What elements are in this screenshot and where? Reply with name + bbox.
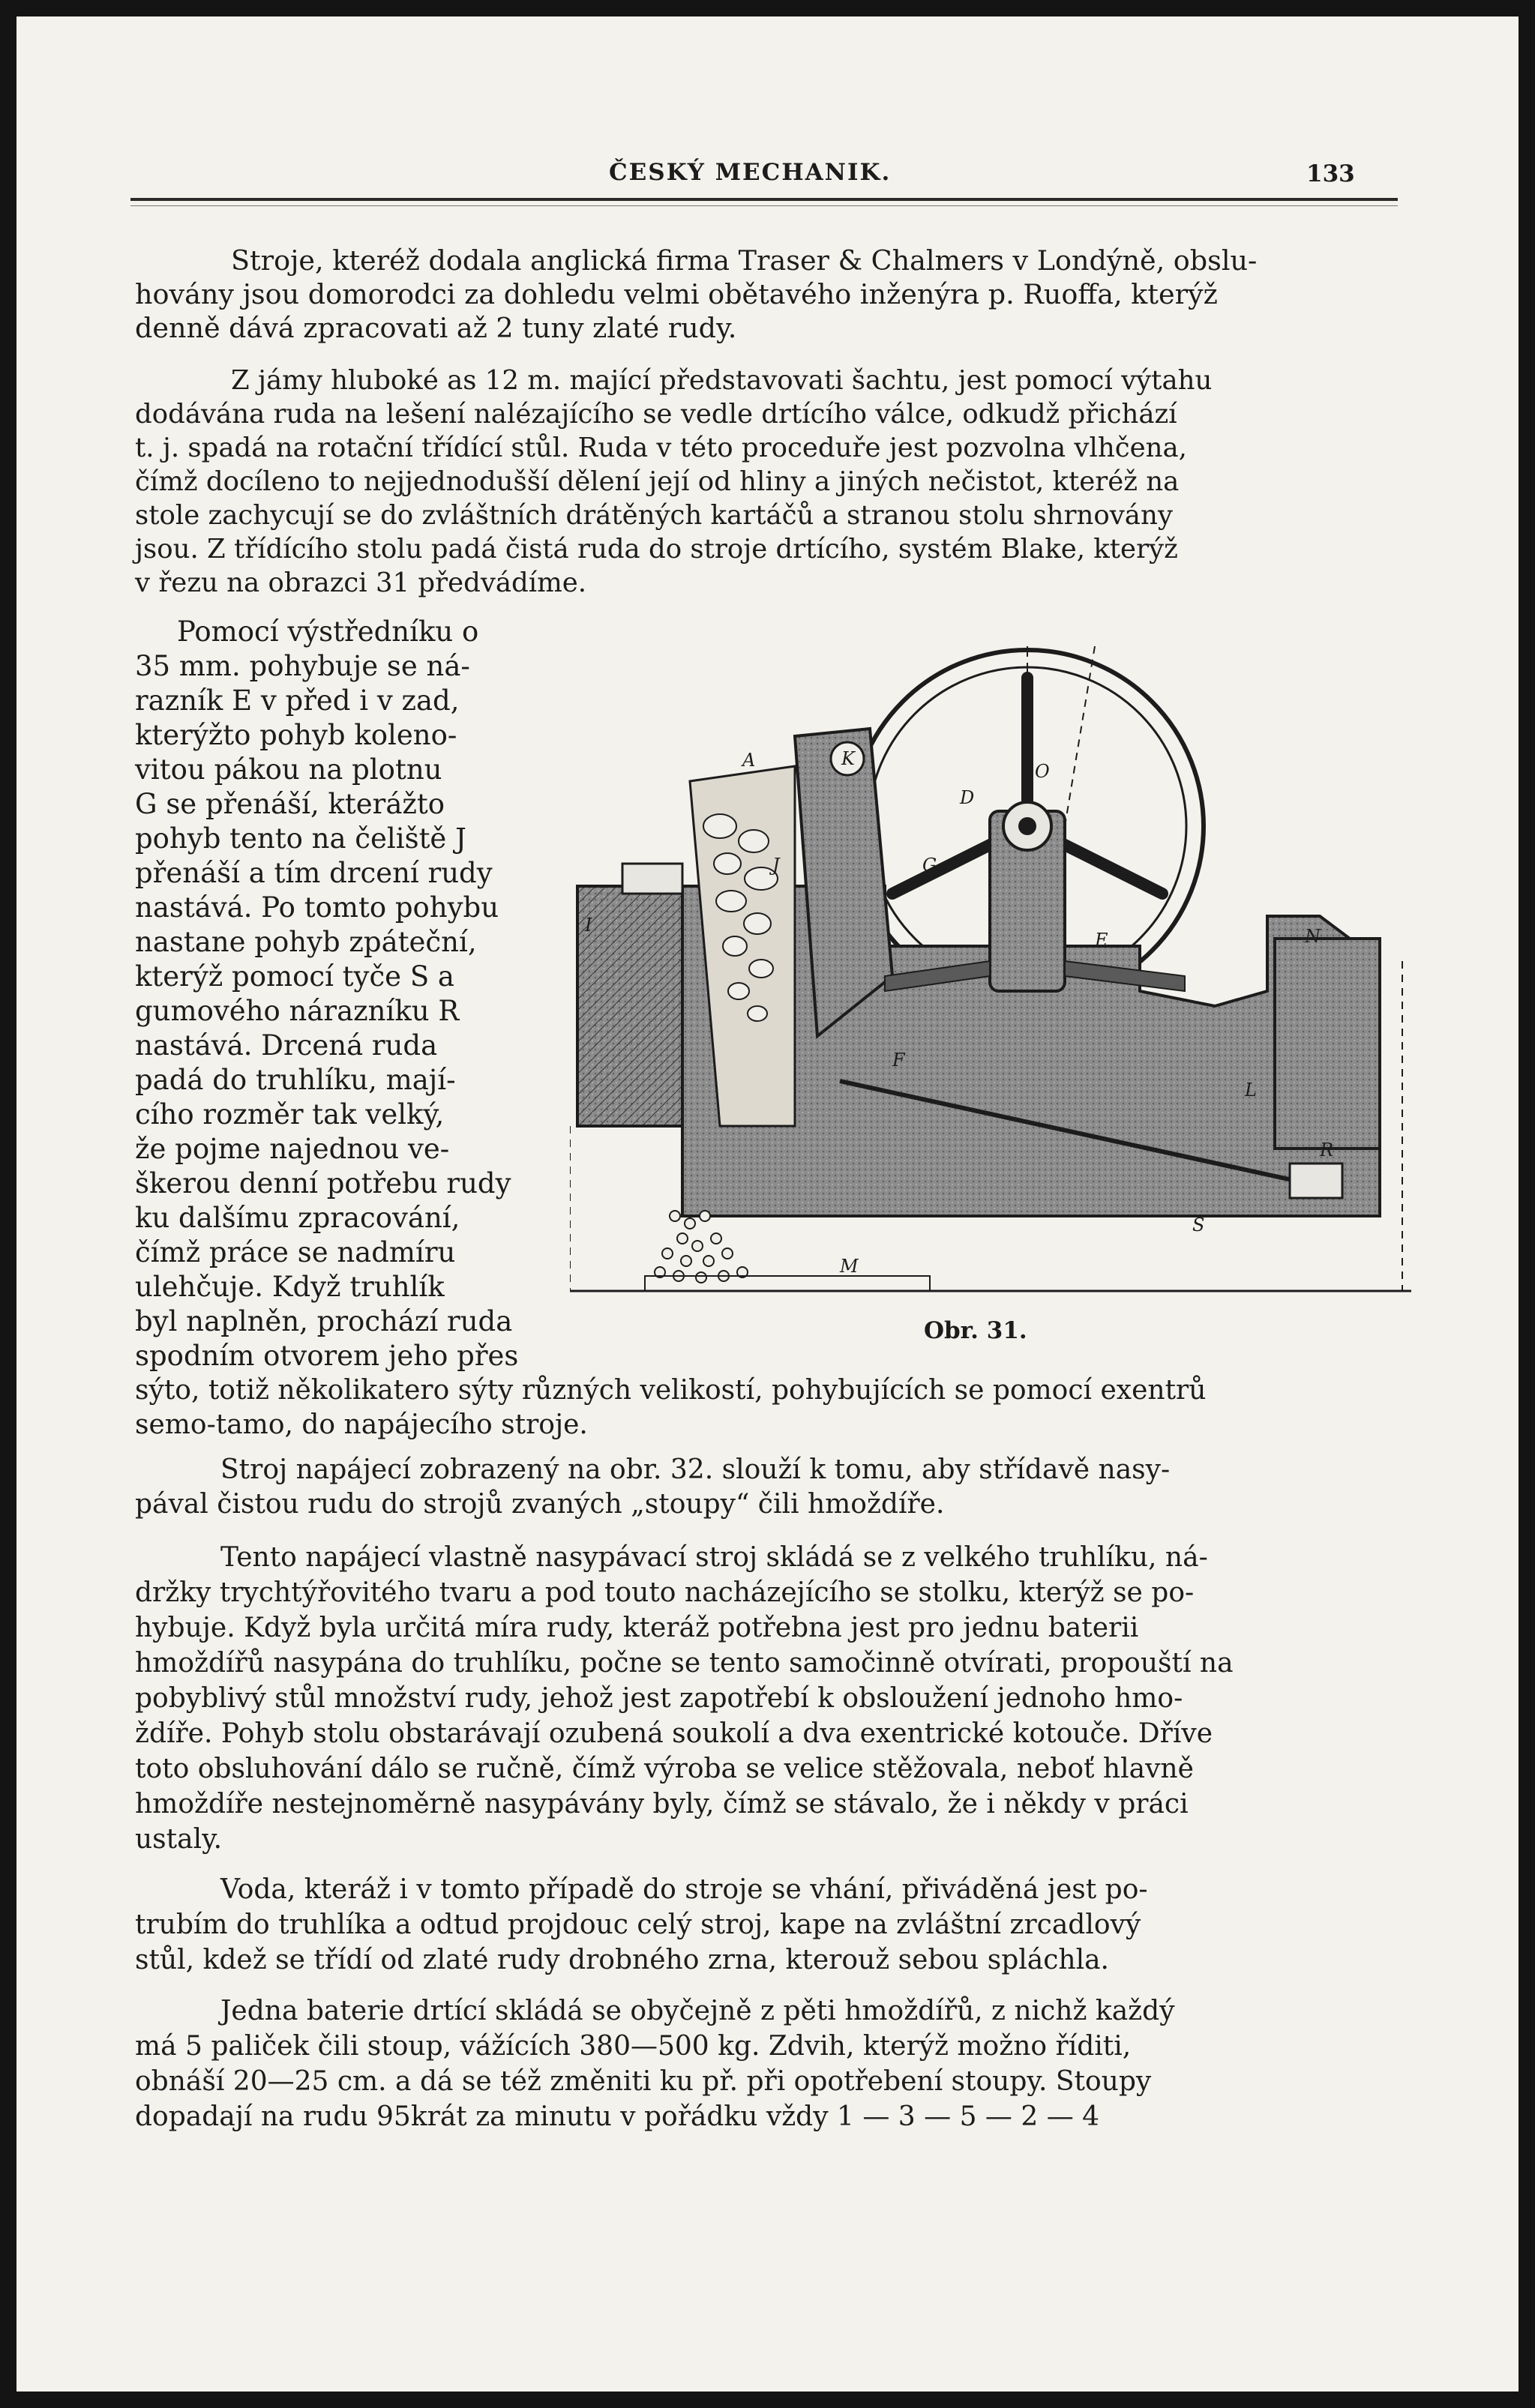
text-line: t. j. spadá na rotační třídící stůl. Ruda v této proceduře jest pozvolna vlhčena, — [135, 433, 1187, 463]
text-line: jsou. Z třídícího stolu padá čistá ruda do stroje drtícího, systém Blake, kterýž — [135, 534, 1178, 565]
label-f: F — [892, 1050, 905, 1071]
text-line: padá do truhlíku, mají- — [135, 1064, 456, 1096]
text-line: ždíře. Pohyb stolu obstarávají ozubená soukolí a dva exentrické kotouče. Dříve — [135, 1718, 1213, 1749]
text-line: že pojme najednou ve- — [135, 1133, 450, 1165]
text-line: vitou pákou na plotnu — [135, 753, 442, 786]
text-line: nastane pohyb zpáteční, — [135, 926, 477, 958]
text-line: nastává. Drcená ruda — [135, 1029, 438, 1062]
text-line: pával čistou rudu do strojů zvaných „stoupy“ čili hmoždíře. — [135, 1489, 945, 1520]
wedge-block — [1275, 939, 1380, 1149]
figure-caption: Obr. 31. — [924, 1317, 1027, 1344]
text-line: gumového nárazníku R — [135, 995, 460, 1027]
text-line: sýto, totiž několikatero sýty různých velikostí, pohybujících se pomocí exentrů — [135, 1375, 1207, 1406]
text-line: pobyblivý stůl množství rudy, jehož jest zapotřebí k obsloužení jednoho hmo- — [135, 1683, 1183, 1714]
text-line: denně dává zpracovati až 2 tuny zlaté rudy. — [135, 312, 737, 344]
text-line: hovány jsou domorodci za dohledu velmi obětavého inženýra p. Ruoffa, kterýž — [135, 278, 1218, 310]
running-header-title: ČESKÝ MECHANIK. — [609, 159, 892, 186]
text-line: ku dalšímu zpracování, — [135, 1202, 460, 1234]
text-line: Tento napájecí vlastně nasypávací stroj skládá se z velkého truhlíku, ná- — [220, 1542, 1208, 1573]
document-page — [16, 16, 1519, 2392]
text-line: razník E v před i v zad, — [135, 684, 460, 717]
text-line: semo-tamo, do napájecího stroje. — [135, 1409, 588, 1440]
rubber-buffer — [1290, 1164, 1342, 1198]
label-r: R — [1320, 1140, 1334, 1161]
label-l: L — [1245, 1080, 1257, 1101]
label-j: J — [772, 855, 780, 876]
label-o: O — [1035, 761, 1050, 782]
text-line: kterýž pomocí tyče S a — [135, 960, 454, 993]
text-line: dopadají na rudu 95krát za minutu v pořádku vždy 1 — 3 — 5 — 2 — 4 — [135, 2101, 1100, 2132]
page-number: 133 — [1306, 160, 1355, 187]
label-a: A — [742, 750, 756, 771]
label-d: D — [960, 787, 975, 808]
crusher-frame — [577, 886, 1380, 1216]
text-line: čímž docíleno to nejjednodušší dělení její od hliny a jiných nečistot, kteréž na — [135, 466, 1180, 497]
text-line: nastává. Po tomto pohybu — [135, 891, 499, 924]
crusher-figure — [570, 646, 1411, 1313]
crusher-drawing — [570, 646, 1411, 1313]
text-line: Stroje, kteréž dodala anglická firma Traser & Chalmers v Londýně, obslu- — [231, 244, 1258, 277]
label-i: I — [585, 915, 592, 936]
text-line: stůl, kdež se třídí od zlaté rudy drobného zrna, kterouž sebou spláchla. — [135, 1945, 1109, 1975]
label-k: K — [841, 748, 855, 769]
text-line: čímž práce se nadmíru — [135, 1236, 456, 1268]
text-line: G se přenáší, kterážto — [135, 788, 445, 820]
text-line: pohyb tento na čeliště J — [135, 822, 466, 855]
text-line: dodávána ruda na lešení nalézajícího se vedle drtícího válce, odkudž přichází — [135, 399, 1177, 430]
text-line: hmoždířů nasypána do truhlíku, počne se tento samočinně otvírati, propouští na — [135, 1648, 1234, 1679]
text-line: spodním otvorem jeho přes — [135, 1340, 519, 1372]
text-line: v řezu na obrazci 31 předvádíme. — [135, 568, 587, 598]
text-line: Pomocí výstředníku o — [177, 615, 479, 648]
text-line: trubím do truhlíka a odtud projdouc celý stroj, kape na zvláštní zrcadlový — [135, 1909, 1141, 1940]
label-n: N — [1305, 926, 1321, 947]
text-line: Z jámy hluboké as 12 m. mající představovati šachtu, jest pomocí výtahu — [231, 365, 1213, 396]
text-line: stole zachycují se do zvláštních drátěných kartáčů a stranou stolu shrnovány — [135, 500, 1173, 531]
frame-end-block — [577, 886, 682, 1126]
text-line: hybuje. Když byla určitá míra rudy, kteráž potřebna jest pro jednu baterii — [135, 1613, 1139, 1643]
header-rule-thin — [130, 205, 1398, 206]
text-line: ulehčuje. Když truhlík — [135, 1271, 445, 1303]
text-line: Jedna baterie drtící skládá se obyčejně z pěti hmoždířů, z nichž každý — [220, 1996, 1175, 2026]
text-line: Stroj napájecí zobrazený na obr. 32. slouží k tomu, aby střídavě nasy- — [220, 1454, 1171, 1485]
text-line: byl naplněn, prochází ruda — [135, 1305, 513, 1337]
label-e: E — [1095, 930, 1108, 951]
label-s: S — [1192, 1214, 1205, 1235]
text-line: kterýžto pohyb koleno- — [135, 719, 457, 751]
text-line: Voda, kteráž i v tomto případě do stroje se vhání, přiváděná jest po- — [220, 1874, 1148, 1905]
header-rule — [130, 198, 1398, 201]
text-line: držky trychtýřovitého tvaru a pod touto nacházejícího se stolku, kterýž se po- — [135, 1577, 1195, 1608]
text-line: cího rozměr tak velký, — [135, 1098, 445, 1131]
label-m: M — [840, 1256, 859, 1277]
label-g: G — [922, 855, 937, 876]
text-line: škerou denní potřebu rudy — [135, 1167, 511, 1200]
text-line: hmoždíře nestejnoměrně nasypávány byly, čímž se stávalo, že i někdy v práci — [135, 1789, 1189, 1819]
text-line: přenáší a tím drcení rudy — [135, 857, 493, 889]
text-line: má 5 paliček čili stoup, vážících 380—500 kg. Zdvih, kterýž možno říditi, — [135, 2031, 1132, 2062]
text-line: 35 mm. pohybuje se ná- — [135, 650, 470, 682]
text-line: toto obsluhování dálo se ručně, čímž výroba se velice stěžovala, neboť hlavně — [135, 1754, 1194, 1784]
text-line: ustaly. — [135, 1824, 223, 1855]
text-line: obnáší 20—25 cm. a dá se též změniti ku př. při opotřebení stoupy. Stoupy — [135, 2066, 1152, 2097]
